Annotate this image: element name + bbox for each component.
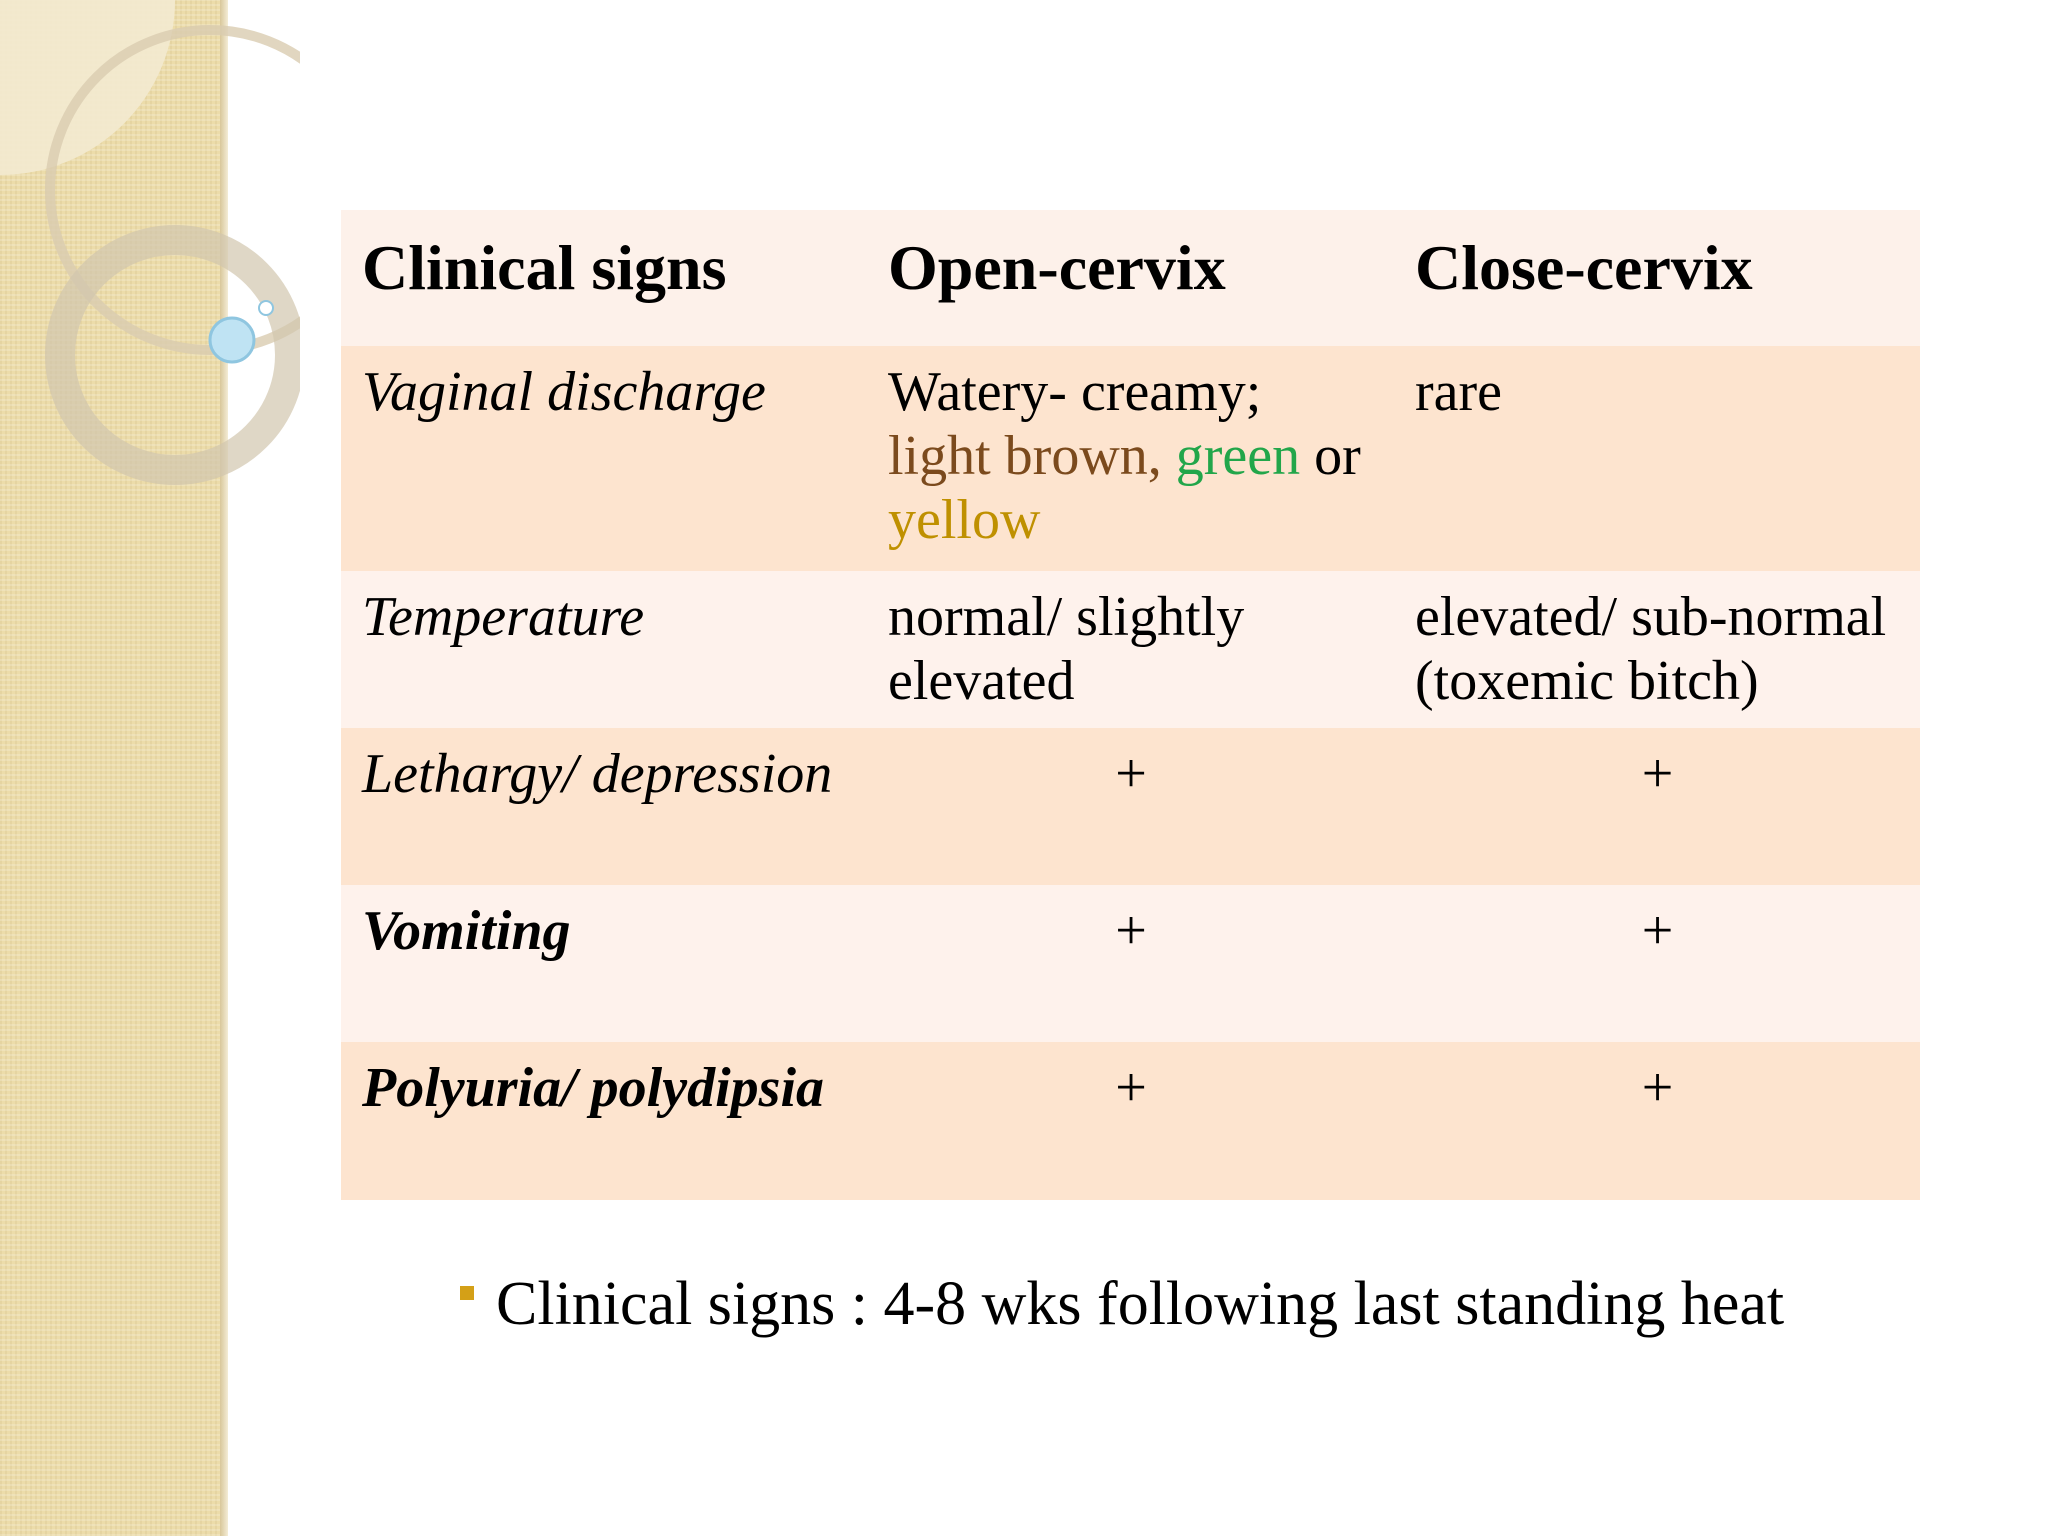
- open-cervix-cell: [867, 346, 1394, 571]
- sign-cell: Lethargy/ depression: [362, 743, 833, 805]
- discharge-line1: Watery- creamy;: [888, 361, 1262, 423]
- small-bubble: [259, 301, 273, 315]
- sign-cell: Vomiting: [362, 900, 571, 962]
- sign-cell: Temperature: [362, 586, 645, 648]
- table-row: [341, 346, 1920, 571]
- table-row: [341, 728, 1920, 885]
- bullet-square-icon: [460, 1286, 474, 1300]
- green-text: green: [1175, 425, 1301, 487]
- close-cervix-cell: +: [1641, 743, 1674, 805]
- header-clinical-signs: Clinical signs: [362, 232, 727, 303]
- open-cervix-cell: +: [1115, 1057, 1147, 1119]
- table-row: [341, 1042, 1920, 1200]
- clinical-signs-table: [341, 210, 1920, 1200]
- table-row: [341, 885, 1920, 1042]
- open-cervix-cell: normal/ slightly elevated: [888, 586, 1245, 712]
- table-row: [341, 571, 1920, 728]
- yellow-text: yellow: [888, 489, 1041, 551]
- sign-cell: Vaginal discharge: [362, 361, 766, 423]
- close-cervix-cell: elevated/ sub-normal (toxemic bitch): [1415, 586, 1887, 712]
- or-text: or: [1314, 425, 1361, 487]
- table-header-row: [341, 210, 1920, 346]
- light-brown-text: light brown,: [888, 425, 1162, 487]
- close-cervix-cell: +: [1641, 1057, 1674, 1119]
- bullet-point: [460, 1268, 1784, 1340]
- close-cervix-cell: rare: [1415, 361, 1503, 423]
- side-decor-edge: [220, 0, 228, 1536]
- open-cervix-cell: +: [1115, 900, 1147, 962]
- header-close-cervix: Close-cervix: [1415, 232, 1753, 303]
- sign-cell: Polyuria/ polydipsia: [362, 1057, 824, 1119]
- header-open-cervix: Open-cervix: [888, 232, 1226, 303]
- bullet-text: Clinical signs : 4-8 wks following last standing heat: [496, 1270, 1785, 1338]
- side-decor-strip: [0, 0, 226, 1536]
- close-cervix-cell: +: [1641, 900, 1674, 962]
- open-cervix-cell: +: [1115, 743, 1147, 805]
